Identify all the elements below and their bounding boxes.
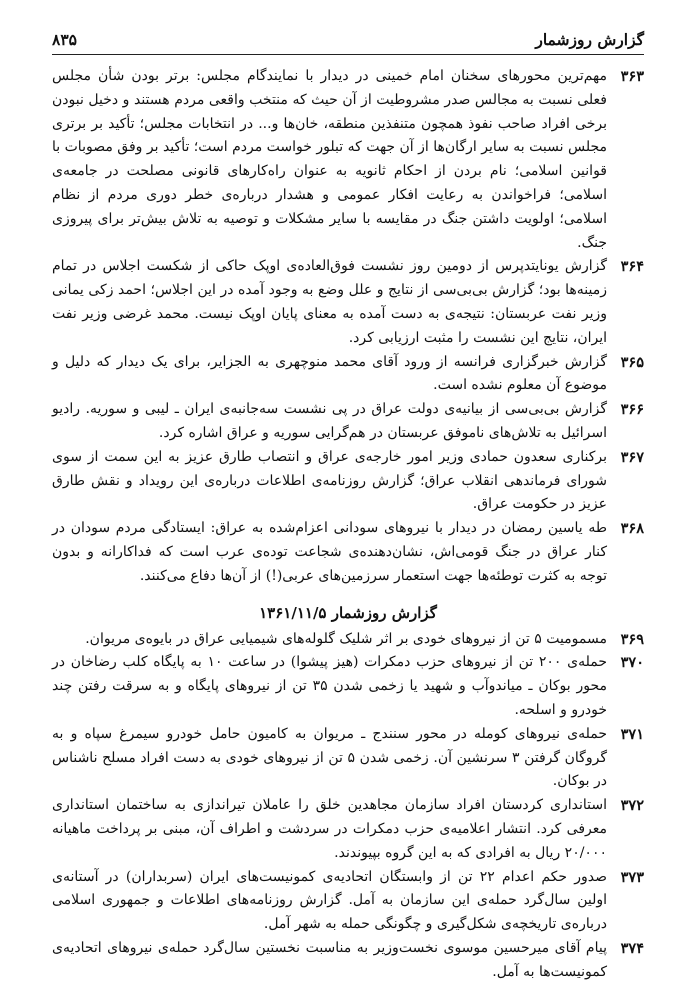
entry-number: ۳۶۸ bbox=[620, 520, 644, 538]
entry-number: ۳۶۵ bbox=[620, 353, 644, 371]
entries-list-2 bbox=[52, 628, 644, 985]
running-title: گزارش روزشمار bbox=[535, 30, 644, 49]
entry-number: ۳۶۹ bbox=[620, 630, 644, 648]
running-header bbox=[52, 30, 644, 55]
entry-text: برکناری سعدون حمادی وزیر امور خارجه‌ی عراق و انتصاب طارق عزیز به این سمت از سوی شورای فرماندهی انقلاب عراق؛ گزارش روزنامه‌ی اطلاعات درباره‌ی این رویداد و نقش طارق عزیز در حکومت عراق. bbox=[52, 448, 607, 513]
entry-number: ۳۷۳ bbox=[620, 868, 644, 886]
entry-text: صدور حکم اعدام ۲۲ تن از وابستگان اتحادیه‌ی کمونیست‌های ایران (سربداران) در آستانه‌ی اولین سال‌گرد حمله‌ی این سازمان به آمل. گزارش روزنامه‌های اطلاعات و جمهوری اسلامی درباره‌ی تاریخچه‌ی شکل‌گیری و چگونگی حمله به شهر آمل. bbox=[52, 868, 607, 933]
entry bbox=[52, 866, 644, 937]
entry bbox=[52, 628, 644, 652]
entry bbox=[52, 351, 644, 399]
entry bbox=[52, 446, 644, 517]
entry-number: ۳۷۱ bbox=[620, 725, 644, 743]
entry bbox=[52, 65, 644, 255]
entry-number: ۳۶۳ bbox=[620, 68, 644, 85]
entry-text: حمله‌ی نیروهای کومله در محور سنندج ـ مریوان به کامیون حامل خودرو سیمرغ سپاه و به گروگان گرفتن ۳ سرنشین آن. زخمی شدن ۵ تن از نیروهای خودی به دست افراد مسلح ناشناس در بوکان. bbox=[52, 725, 608, 790]
entry bbox=[52, 723, 644, 794]
entry-number: ۳۶۴ bbox=[620, 258, 644, 276]
section-heading: گزارش روزشمار ۱۳۶۱/۱۱/۵ bbox=[259, 603, 437, 622]
entry-text: گزارش بی‌بی‌سی از بیانیه‌ی دولت عراق در پی نشست سه‌جانبه‌ی ایران ـ لیبی و سوریه. رادیو اسرائیل به تلاش‌های ناموفق عربستان در هم‌گرایی سوریه و عراق اشاره کرد. bbox=[52, 401, 607, 441]
entry-text: طه یاسین رمضان در دیدار با نیروهای سودانی اعزام‌شده به عراق: ایستادگی مردم سودان در کنار عراق در جنگ قومی‌اش، نشان‌دهنده‌ی شجاعت توده‌ی عرب است که فداکارانه و بدون توجه به کثرت توطئه‌ها جهت استعمار سرزمین‌های عربی(!) از آن‌ها دفاع می‌کنند. bbox=[52, 520, 607, 584]
entry-text: پیام آقای میرحسین موسوی نخست‌وزیر به مناسبت نخستین سال‌گرد حمله‌ی نیروهای اتحادیه‌ی کمونیست‌ها به آمل. bbox=[52, 939, 607, 980]
entry-text: استانداری کردستان افراد سازمان مجاهدین خلق را عاملان تیراندازی به ساختمان استانداری معرفی کرد. انتشار اعلامیه‌ی حزب دمکرات در سردشت و اطراف آن، مبنی بر پرداخت ماهیانه ۲۰/۰۰۰ ریال به افرادی که به این گروه بپیوندند. bbox=[52, 797, 607, 861]
entry-number: ۳۶۶ bbox=[620, 401, 644, 419]
entry bbox=[52, 794, 644, 865]
entry-text: گزارش یونایتدپرس از دومین روز نشست فوق‌العاده‌ی اوپک حاکی از شکست اجلاس در تمام زمینه‌ها بود؛ گزارش بی‌بی‌سی از نتایج و علل وضع به وجود آمده در این اجلاس؛ احمد زکی یمانی وزیر نفت عربستان: نتیجه‌ی به دست آمده به معنای پایان اوپک نیست. محمد غرضی وزیر نفت ایران، نتایج این نشست را مثبت ارزیابی کرد. bbox=[52, 258, 607, 346]
entry-number: ۳۷۴ bbox=[620, 939, 644, 957]
entry-text: گزارش خبرگزاری فرانسه از ورود آقای محمد منوچهری به الجزایر، برای یک دیدار که دلیل و موضوع آن معلوم نشده است. bbox=[52, 353, 607, 394]
entry-text: مسمومیت ۵ تن از نیروهای خودی بر اثر شلیک گلوله‌های شیمیایی عراق در بایوه‌ی مریوان. bbox=[85, 630, 607, 647]
entry bbox=[52, 651, 644, 722]
entry bbox=[52, 398, 644, 446]
entry bbox=[52, 255, 644, 350]
entry-text: حمله‌ی ۲۰۰ تن از نیروهای حزب دمکرات (هیز پیشوا) در ساعت ۱۰ به پایگاه کلب رضاخان در محور بوکان ـ میاندوآب و شهید یا زخمی شدن ۳۵ تن از نیروهای پایگاه و به سرقت رفتن چند خودرو و اسلحه. bbox=[52, 654, 608, 718]
page-number: ۸۳۵ bbox=[52, 30, 77, 49]
entry-number: ۳۷۰ bbox=[620, 654, 644, 672]
entry bbox=[52, 517, 644, 588]
entries-list-1 bbox=[52, 65, 644, 589]
entry-number: ۳۷۲ bbox=[620, 797, 644, 815]
entry-number: ۳۶۷ bbox=[620, 448, 644, 466]
entry bbox=[52, 937, 644, 985]
entry-text: مهم‌ترین محورهای سخنان امام خمینی در دیدار با نمایندگام مجلس: برتر بودن شأن مجلس فعلی نسبت به مجالس صدر مشروطیت از آن حیث که منتخب واقعی مردم هستند و دخیل نبودن برخی افراد صاحب نفوذ همچون متنفذین منطقه، خان‌ها و... در انتخابات مجلس؛ تأکید بر برتری مجلس نسبت به سایر ارگان‌ها از آن جهت که تبلور خواست مردم است؛ تأکید بر وفق مصوبات با قوانین اسلامی؛ نام بردن از احکام ثانویه به عنوان راه‌کارهای قانونی مصلحت در جامعه‌ی اسلامی؛ فراخواندن به رعایت افکار عمومی و هشدار درباره‌ی خطر دوری مردم از نظام اسلامی؛ اولویت داشتن جنگ در مقایسه با سایر مشکلات و توصیه به تلاش بیش‌تر برای پیروزی جنگ. bbox=[52, 68, 607, 251]
